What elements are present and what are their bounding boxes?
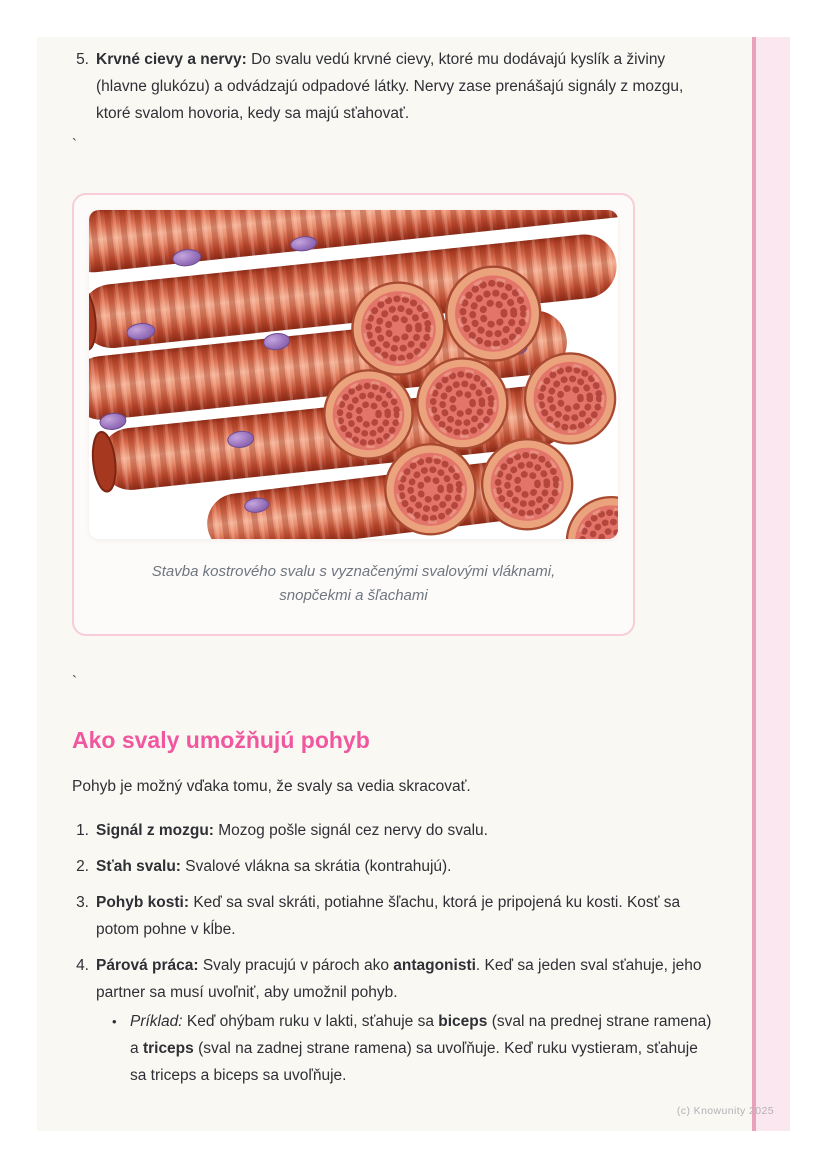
step-number: 2.: [76, 858, 89, 875]
step-item-4: [72, 952, 790, 1089]
step-number: 4.: [76, 957, 89, 974]
figure-card: [72, 193, 635, 636]
sub-bullet-item: [112, 1008, 718, 1089]
section-heading: Ako svaly umožňujú pohyb: [72, 727, 370, 753]
step-text: Sťah svalu: Svalové vlákna sa skrátia (kontrahujú).: [96, 858, 452, 875]
step-number: 3.: [76, 894, 89, 911]
step-item-1: [72, 817, 790, 844]
step-item-2: [72, 853, 790, 880]
sub-bullet-list: [112, 1008, 718, 1089]
list-item-number: 5.: [76, 51, 89, 68]
content-area: [37, 37, 790, 1131]
step-text-rich: Párová práca: Svaly pracujú v pároch ako antagonisti. Keď sa jeden sval sťahuje, jeho partner sa musí uvoľniť, aby umožnil pohyb.: [96, 957, 702, 1001]
stray-backtick-1: `: [72, 136, 77, 153]
page-edge-strip: [752, 37, 790, 1131]
bullet-marker: •: [112, 1014, 117, 1029]
muscle-fiber-image[interactable]: [89, 210, 618, 539]
step-text: Pohyb kosti: Keď sa sval skráti, potiahne šľachu, ktorá je pripojená ku kosti. Kosť sa potom pohne v kĺbe.: [96, 894, 681, 938]
figure-caption: Stavba kostrového svalu s vyznačenými svalovými vláknami, snopčekmi a šľachami: [151, 563, 556, 604]
copyright-note: (c) Knowunity 2025: [676, 1105, 774, 1117]
list-item-text: Krvné cievy a nervy: Do svalu vedú krvné cievy, ktoré mu dodávajú kyslík a živiny (hlavne glukózu) a odvádzajú odpadové látky. Nervy zase prenášajú signály z mozgu, ktoré svalom hovoria, kedy sa majú sťahovať.: [96, 51, 684, 122]
sub-bullet-text: Príklad: Keď ohýbam ruku v lakti, sťahuje sa biceps (sval na prednej strane ramena) a triceps (sval na zadnej strane ramena) sa uvoľňuje. Keď ruku vystieram, sťahuje sa triceps a biceps sa uvoľňuje.: [130, 1013, 712, 1084]
muscle-fibers-illustration: [89, 210, 618, 539]
step-number: 1.: [76, 822, 89, 839]
step-text: [96, 952, 718, 1089]
step-item-3: [72, 889, 790, 943]
steps-list: [72, 817, 790, 1089]
list-item-5: [72, 46, 790, 127]
step-text: Signál z mozgu: Mozog pošle signál cez nervy do svalu.: [96, 822, 488, 839]
stray-backtick-2: `: [72, 673, 77, 690]
intro-paragraph: Pohyb je možný vďaka tomu, že svaly sa vedia skracovať.: [72, 778, 471, 795]
